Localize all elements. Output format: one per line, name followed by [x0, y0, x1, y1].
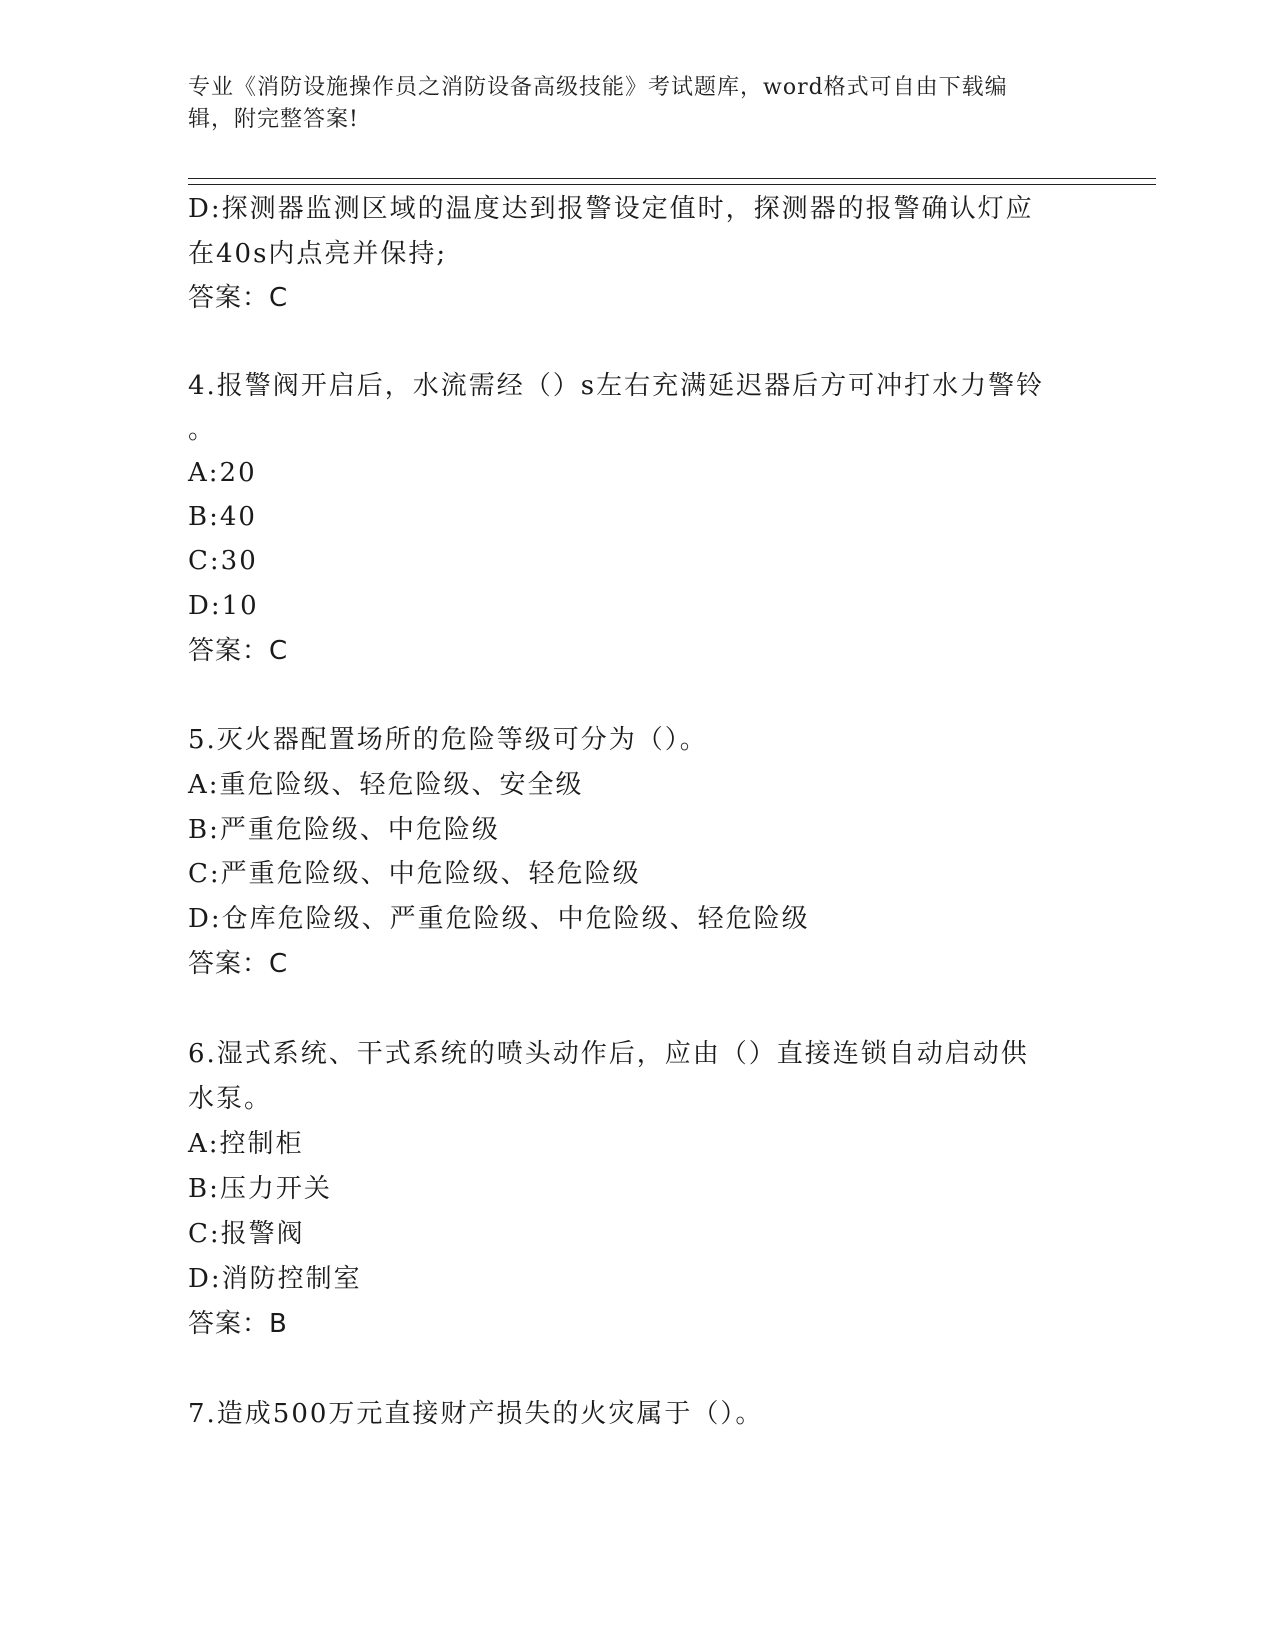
q6-answer: 答案：B [188, 1309, 288, 1339]
q4-option-c: C:30 [188, 546, 258, 576]
q6-stem-line-1: 6.湿式系统、干式系统的喷头动作后，应由（）直接连锁自动启动供 [188, 1039, 1029, 1069]
q4-stem-line-2: 。 [188, 415, 217, 445]
q6-stem-line-2: 水泵。 [188, 1084, 273, 1114]
page-header [188, 72, 1088, 136]
q4-stem-line-1: 4.报警阀开启后，水流需经（）s左右充满延迟器后方可冲打水力警铃 [188, 371, 1045, 401]
q4-option-d: D:10 [188, 591, 259, 621]
q6-option-b: B:压力开关 [188, 1174, 332, 1204]
q4-option-b: B:40 [188, 502, 257, 532]
q5-option-c: C:严重危险级、中危险级、轻危险级 [188, 859, 641, 889]
header-line-2: 辑，附完整答案! [188, 107, 359, 132]
q3-option-d-line-2: 在40s内点亮并保持; [188, 239, 448, 269]
q6-option-a: A:控制柜 [188, 1129, 304, 1159]
q3-answer: 答案：C [188, 283, 289, 313]
header-divider-bottom [188, 184, 1156, 185]
header-divider-top [188, 178, 1156, 179]
header-line-1: 专业《消防设施操作员之消防设备高级技能》考试题库，word格式可自由下载编 [188, 75, 1008, 100]
q5-option-a: A:重危险级、轻危险级、安全级 [188, 770, 584, 800]
q4-option-a: A:20 [188, 458, 257, 488]
q5-option-b: B:严重危险级、中危险级 [188, 815, 500, 845]
q4-answer: 答案：C [188, 636, 289, 666]
q5-option-d: D:仓库危险级、严重危险级、中危险级、轻危险级 [188, 904, 810, 934]
q3-option-d-line-1: D:探测器监测区域的温度达到报警设定值时，探测器的报警确认灯应 [188, 194, 1034, 224]
q6-option-c: C:报警阀 [188, 1219, 305, 1249]
q7-stem: 7.造成500万元直接财产损失的火灾属于（）。 [188, 1399, 764, 1429]
q5-answer: 答案：C [188, 949, 289, 979]
q6-option-d: D:消防控制室 [188, 1264, 362, 1294]
q5-stem: 5.灭火器配置场所的危险等级可分为（）。 [188, 725, 708, 755]
